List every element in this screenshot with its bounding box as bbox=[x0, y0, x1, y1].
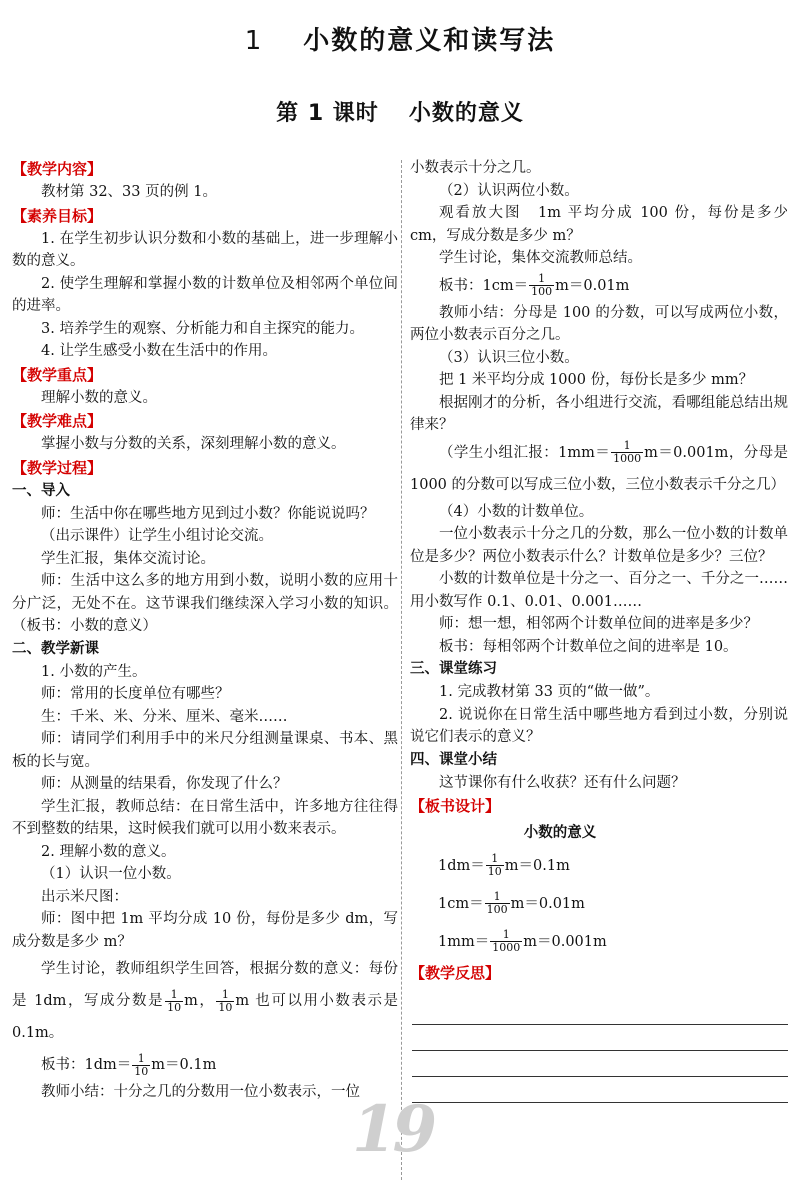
paragraph: 2. 说说你在日常生活中哪些地方看到过小数，分别说说它们表示的意义？ bbox=[410, 706, 788, 745]
paragraph: 师：请同学们利用手中的米尺分组测量课桌、书本、黑板的长与宽。 bbox=[12, 731, 398, 770]
fraction: $\frac{1}{10}$ bbox=[487, 852, 502, 878]
subheading-summary: 四、课堂小结 bbox=[410, 751, 497, 768]
fraction: $\frac{1}{100}$ bbox=[531, 272, 553, 298]
paragraph: 教师小结：十分之几的分数用一位小数表示，一位 bbox=[41, 1084, 360, 1100]
paragraph: （4）小数的计数单位。 bbox=[439, 503, 594, 520]
paragraph: （3）认识三位小数。 bbox=[439, 349, 579, 366]
paragraph: 把 1 米平均分成 1000 份，每份长是多少 mm？ bbox=[439, 372, 754, 388]
paragraph: 学生讨论，集体交流教师总结。 bbox=[439, 250, 642, 266]
section-heading-board-design: 【板书设计】 bbox=[410, 797, 501, 815]
paragraph: 师：图中把 1m 平均分成 10 份，每份是多少 dm，写成分数是多少 m？ bbox=[12, 911, 398, 950]
paragraph: 师：生活中你在哪些地方见到过小数？你能说说吗？ bbox=[41, 505, 375, 522]
board-note: 板书：1cm＝ $\frac{1}{100}$ m＝0.01m bbox=[439, 272, 630, 298]
chapter-title-text: 小数的意义和读写法 bbox=[303, 26, 556, 56]
section-heading-reflection: 【教学反思】 bbox=[410, 963, 501, 982]
goal-item: 4. 让学生感受小数在生活中的作用。 bbox=[41, 343, 277, 359]
column-divider bbox=[401, 160, 402, 1180]
paragraph: 这节课你有什么收获？还有什么问题？ bbox=[439, 774, 686, 791]
section-heading-key: 【教学重点】 bbox=[12, 365, 103, 384]
paragraph: 师：生活中这么多的地方用到小数，说明小数的应用十分广泛，无处不在。这节课我们继续深入学习小数的知识。（板书：小数的意义） bbox=[12, 573, 398, 634]
section-heading-goals: 【素养目标】 bbox=[12, 206, 103, 225]
paragraph: 小数表示十分之几。 bbox=[410, 160, 541, 176]
section-heading-content: 【教学内容】 bbox=[12, 160, 103, 178]
board-line: 1dm＝ $\frac{1}{10}$ m＝0.1m bbox=[438, 852, 570, 878]
paragraph-with-fraction: （学生小组汇报：1mm＝ $\frac{1}{1000}$ m＝0.001m，分母是 1000 的分数可以写成三位小数，三位小数表示千分之几） bbox=[410, 439, 788, 493]
reflection-lines bbox=[410, 999, 788, 1103]
writing-line[interactable] bbox=[412, 1077, 788, 1103]
writing-line[interactable] bbox=[412, 1051, 788, 1077]
board-line: 1mm＝ $\frac{1}{1000}$ m＝0.001m bbox=[438, 928, 607, 954]
board-title: 小数的意义 bbox=[523, 825, 597, 841]
paragraph: 师：从测量的结果看，你发现了什么？ bbox=[41, 776, 288, 792]
paragraph: 掌握小数与分数的关系，深刻理解小数的意义。 bbox=[41, 436, 346, 452]
fraction: $\frac{1}{10}$ bbox=[218, 987, 233, 1014]
board-line: 1cm＝ $\frac{1}{100}$ m＝0.01m bbox=[438, 890, 585, 916]
chapter-title bbox=[0, 20, 800, 57]
section-heading-difficulty: 【教学难点】 bbox=[12, 412, 103, 430]
right-column bbox=[410, 157, 788, 1103]
section-heading-process: 【教学过程】 bbox=[12, 458, 103, 477]
paragraph: 学生汇报，集体交流讨论。 bbox=[41, 550, 215, 567]
paragraph: （1）认识一位小数。 bbox=[41, 866, 181, 882]
paragraph: 出示米尺图： bbox=[41, 888, 128, 905]
goal-item: 2. 使学生理解和掌握小数的计数单位及相邻两个单位间的进率。 bbox=[12, 275, 398, 314]
writing-line[interactable] bbox=[412, 999, 788, 1025]
subheading-new-lesson: 二、教学新课 bbox=[12, 640, 99, 657]
paragraph: 1. 小数的产生。 bbox=[41, 663, 147, 680]
writing-line[interactable] bbox=[412, 1025, 788, 1051]
fraction: $\frac{1}{1000}$ bbox=[613, 439, 642, 465]
subheading-practice: 三、课堂练习 bbox=[410, 661, 497, 677]
lesson-label: 第 1 课时 bbox=[276, 101, 379, 126]
paragraph: 师：常用的长度单位有哪些？ bbox=[41, 686, 230, 702]
paragraph: 教材第 32、33 页的例 1。 bbox=[41, 184, 217, 200]
paragraph: 理解小数的意义。 bbox=[41, 389, 157, 406]
paragraph: 教师小结：分母是 100 的分数，可以写成两位小数，两位小数表示百分之几。 bbox=[410, 304, 788, 343]
paragraph: 1. 完成教材第 33 页的“做一做”。 bbox=[439, 684, 660, 700]
fraction: $\frac{1}{10}$ bbox=[134, 1051, 149, 1078]
page-number: 19 bbox=[352, 1092, 434, 1167]
chapter-number: 1 bbox=[244, 26, 264, 56]
board-note: 板书：1dm＝ $\frac{1}{10}$ m＝0.1m bbox=[41, 1051, 217, 1078]
paragraph: （出示课件）让学生小组讨论交流。 bbox=[41, 528, 273, 544]
paragraph: 2. 理解小数的意义。 bbox=[41, 843, 176, 860]
left-column bbox=[12, 157, 398, 1104]
paragraph: 学生汇报，教师总结：在日常生活中，许多地方往往得不到整数的结果，这时候我们就可以用小数来表示。 bbox=[12, 798, 398, 837]
paragraph: 根据刚才的分析，各小组进行交流，看哪组能总结出规律来？ bbox=[410, 394, 788, 433]
subheading-intro: 一、导入 bbox=[12, 482, 70, 499]
paragraph: 板书：每相邻两个计数单位之间的进率是 10。 bbox=[439, 638, 738, 655]
fraction: $\frac{1}{1000}$ bbox=[492, 928, 521, 954]
goal-item: 1. 在学生初步认识分数和小数的基础上，进一步理解小数的意义。 bbox=[12, 230, 398, 269]
paragraph: 师：想一想，相邻两个计数单位间的进率是多少？ bbox=[439, 616, 758, 632]
lesson-title bbox=[0, 96, 800, 127]
goal-item: 3. 培养学生的观察、分析能力和自主探究的能力。 bbox=[41, 320, 364, 337]
paragraph: 观看放大图 1m 平均分成 100 份，每份是多少 cm，写成分数是多少 m？ bbox=[410, 205, 788, 244]
lesson-title-text: 小数的意义 bbox=[408, 101, 524, 126]
paragraph: 一位小数表示十分之几的分数，那么一位小数的计数单位是多少？两位小数表示什么？计数单位是多少？三位？ bbox=[410, 526, 788, 565]
fraction: $\frac{1}{10}$ bbox=[167, 987, 182, 1014]
paragraph-with-fraction: 学生讨论，教师组织学生回答，根据分数的意义：每份是 1dm，写成分数是 $\frac{1}{10}$ m， $\frac{1}{10}$ m 也可以用小数表示是 0.1m。 bbox=[12, 961, 399, 1041]
paragraph: 小数的计数单位是十分之一、百分之一、千分之一……用小数写作 0.1、0.01、0.001…… bbox=[410, 571, 788, 610]
paragraph: （2）认识两位小数。 bbox=[439, 182, 579, 199]
paragraph: 生：千米、米、分米、厘米、毫米…… bbox=[41, 708, 288, 725]
fraction: $\frac{1}{100}$ bbox=[486, 890, 508, 916]
